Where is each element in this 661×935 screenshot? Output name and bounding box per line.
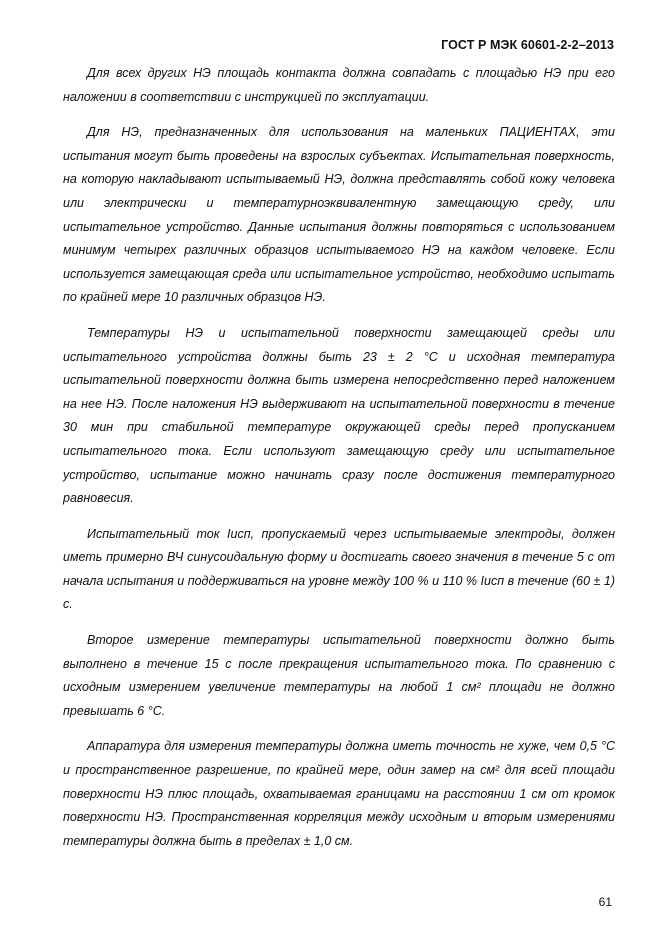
paragraph-measurement-apparatus: Аппаратура для измерения температуры должна иметь точность не хуже, чем 0,5 °С и пространственное разрешение, по крайней мере, один замер на см² для всей площади поверхности НЭ плюс площадь, охватываемая границами на расстоянии 1 см от кромок поверхности НЭ. Пространственная корреляция между исходным и вторым измерениями температуры должна быть в пределах ± 1,0 см. <box>63 739 615 848</box>
document-header: ГОСТ Р МЭК 60601-2-2–2013 <box>441 38 614 52</box>
page-number: 61 <box>598 895 612 909</box>
paragraph-second-measurement: Второе измерение температуры испытательной поверхности должно быть выполнено в течение 15 с после прекращения испытательного тока. По сравнению с исходным измерением увеличение температуры на любой 1 см² площади не должно превышать 6 °С. <box>63 633 615 718</box>
document-body <box>63 62 615 853</box>
paragraph-test-subjects: Для НЭ, предназначенных для использования на маленьких ПАЦИЕНТАХ, эти испытания могут быть проведены на взрослых субъектах. Испытательная поверхность, на которую накладывают испытываемый НЭ, должна представлять собой кожу человека или электрически и температурноэквивалентную замещающую среду, или испытательное устройство. Данные испытания должны повторяться с использованием минимум четырех различных образцов испытываемого НЭ на каждом человеке. Если используется замещающая среда или испытательное устройство, необходимо испытать по крайней мере 10 различных образцов НЭ. <box>63 125 615 305</box>
paragraph-test-current: Испытательный ток Iисп, пропускаемый через испытываемые электроды, должен иметь примерно ВЧ синусоидальную форму и достигать своего значения в течение 5 с от начала испытания и поддерживаться на уровне между 100 % и 110 % Iисп в течение (60 ± 1) с. <box>63 526 615 612</box>
paragraph-temperatures: Температуры НЭ и испытательной поверхности замещающей среды или испытательного устройства должны быть 23 ± 2 °С и исходная температура испытательной поверхности должна быть измерена непосредственно перед наложением на нее НЭ. После наложения НЭ выдерживают на испытательной поверхности в течение 30 мин при стабильной температуре окружающей среды перед пропусканием испытательного тока. Если используют замещающую среду или испытательное устройство, испытание можно начинать сразу после достижения температурного равновесия. <box>63 325 615 506</box>
paragraph-contact-area: Для всех других НЭ площадь контакта должна совпадать с площадью НЭ при его наложении в соответствии с инструкцией по эксплуатации. <box>63 66 615 104</box>
